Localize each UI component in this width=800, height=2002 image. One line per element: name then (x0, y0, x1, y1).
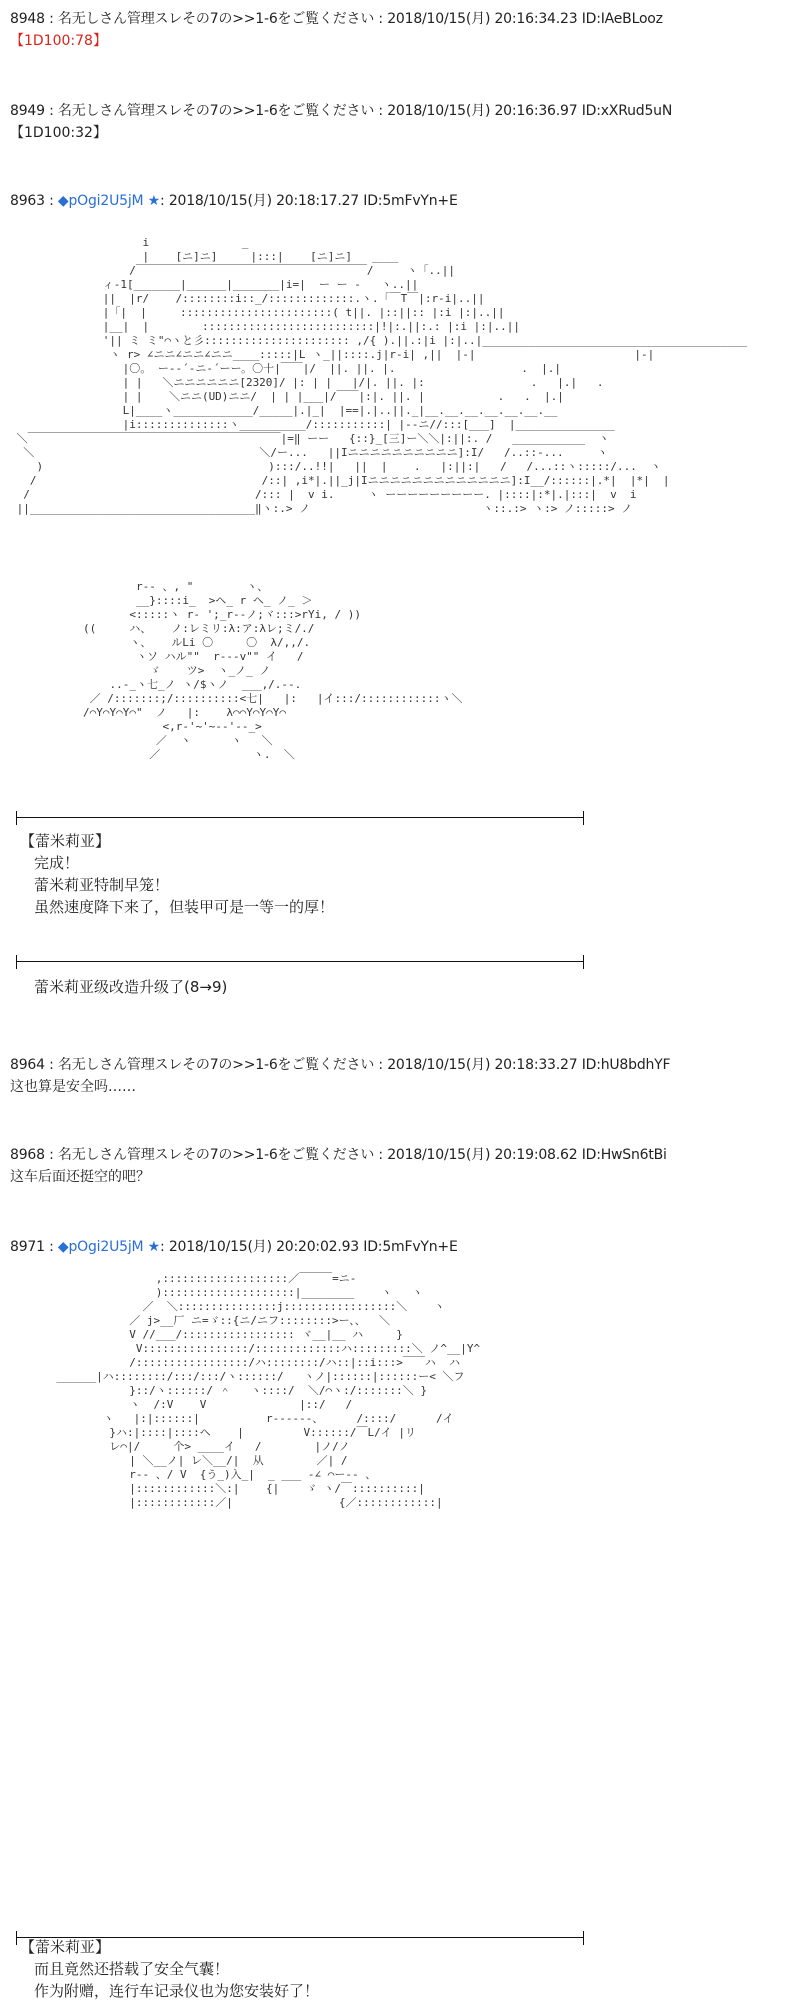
post-id[interactable]: ID:hU8bdhYF (581, 1057, 671, 1073)
post-header (10, 8, 790, 30)
post-separator: : (160, 1239, 165, 1255)
post-separator: : (49, 1239, 54, 1255)
post-id[interactable]: ID:HwSn6tBi (581, 1147, 667, 1163)
post-number[interactable]: 8964 (10, 1057, 45, 1073)
post-id[interactable]: ID:xXRud5uN (581, 103, 673, 119)
ascii-art-remilia: r-- 、, " ヽ、 __}::::i_ >ヘ_ r ヘ_ ノ_ ＞ <:::::ヽ r- ';_r--ノ;ヾ:::>rYi, / )) (( ハ、 ノ:レミリ:λ:ア:λレ;ミ/./ ヽ、 ルLi 〇 〇 λ/,,/. ヽソ ハル"" r---v"" イ / ゞ ツ> ヽ_ノ_ ノ ..-_ヽ七_ノ ヽ/$ヽノ ___,/.--. ／ /:::::::;/::::::::::<七| |: |イ:::/::::::::::::ヽ＼ /⌒Y⌒Y⌒Y⌒" ノ |: λ⌒⌒Y⌒Y⌒Y⌒ <,r-'~'~--'--_> ／ ヽ ヽ ＼ ／ ヽ. ＼ (82, 580, 463, 761)
dice-result: 【1D100:32】 (10, 125, 107, 141)
separator-line (10, 808, 590, 828)
post-id[interactable]: ID:5mFvYn+E (363, 193, 458, 209)
post-header (10, 100, 790, 122)
upgrade-text: 蕾米莉亚级改造升级了(8→9) (34, 978, 228, 996)
separator-tick (16, 811, 17, 825)
post-8949 (10, 100, 790, 144)
star-icon: ★ (147, 193, 161, 209)
post-separator: : (378, 103, 383, 119)
poster-name: 名无しさん管理スレその7の>>1-6をご覧ください (57, 11, 375, 27)
post-date: 2018/10/15(月) 20:16:34.23 (387, 11, 578, 27)
post-separator: : (378, 11, 383, 27)
separator-line (10, 952, 590, 972)
post-id[interactable]: ID:IAeBLooz (581, 11, 663, 27)
separator-tick (583, 811, 584, 825)
ascii-art-vehicle: i _ | [ニ]ニ] |:::| [ニ]ニ] ____ /￣￣￣￣￣￣￣￣￣￣￣￣￣￣￣￣￣￣￣￣￣/ ヽ「..|| ィ-1[_______|______|_______|i=| ー ー - ヽ..|| || |r/ /::::::::i::_/:::::::::::::.ヽ.「￣T￣|:r-i|..|| |「| | :::::::::::::::::::::::( t||. |::||:: |:i |:|..|| |__| | ::::::::::::::::::::::::::|!|:.||:.: |:i |:|..|| '|| ミ ミ"⌒ヽと彡:::::::::::::::::::::: ,/{ ).||.:|i |:|..|________________________________________ ヽ r> ∠ニニ∠ニニ∠ニニ____:::::|L ヽ_||::::.j|r-i| ,|| |-| |-| |〇。 ー-‐´-ニ-´ーー。〇十|￣￣|/ ||. ||. |. . |.| | | ＼ニニニニニニ[2320]/ |: | | |/|. ||. |: . |.| . | | ＼ニニ(UD)ニニ/ | | |___|/￣￣|:|. ||. | . . |.| L|____ヽ____________/_____|.|_| |==|.|..||._|__.__.__.__.__.__.__ |i::::::::::::::ヽ__________/:::::::::::| |--ニ//:::[___] |_______________ ＼￣￣￣￣￣￣￣￣￣￣￣￣￣￣￣￣￣￣￣￣￣￣￣|=‖ ーー {::}_[三]ー＼＼|:||:. / ___________ ヽ ＼ ＼/ー... ||Iニニニニニニニニニニ]:I/ /..::-... ヽ ) ):::/..!!| || | . |:||:| / /...::ヽ:::::/... ヽ / /::| ,i*|.||_j|Iニニニニニニニニニニニニニ]:I__/::::::|.*| |*| | / /::: | v i. ヽ ーーーーーーーーー. |::::|:*|.|:::| v i ||__________________________________‖ヽ:.> ノ ヽ::.:> ヽ:> ノ:::::> ノ (16, 236, 748, 515)
post-body: 这车后面还挺空的吧？ (10, 1169, 150, 1185)
post-header (10, 1144, 790, 1166)
separator-tick (583, 1931, 584, 1945)
separator-tick (583, 955, 584, 969)
separator-tick (16, 955, 17, 969)
caption-line: 虽然速度降下来了，但装甲可是一等一的厚！ (34, 898, 335, 916)
post-separator: : (49, 193, 54, 209)
post-body: 这也算是安全吗…… (10, 1079, 136, 1095)
post-date: 2018/10/15(月) 20:18:17.27 (168, 193, 360, 209)
separator-bar (16, 961, 584, 962)
post-header (10, 1054, 790, 1076)
caption-remilia-2 (20, 1936, 319, 2002)
post-8968 (10, 1144, 790, 1188)
poster-trip[interactable]: ◆pOgi2U5jM (57, 1239, 144, 1255)
caption-remilia-1 (20, 830, 334, 918)
poster-name: 名无しさん管理スレその7の>>1-6をご覧ください (57, 1057, 375, 1073)
post-number[interactable]: 8971 (10, 1239, 45, 1255)
speaker-label: 【蕾米莉亚】 (20, 832, 111, 850)
caption-line: 而且竟然还搭载了安全气囊！ (34, 1960, 230, 1978)
poster-trip[interactable]: ◆pOgi2U5jM (57, 193, 144, 209)
post-number[interactable]: 8949 (10, 103, 45, 119)
post-separator: : (378, 1147, 383, 1163)
post-number[interactable]: 8963 (10, 193, 45, 209)
caption-line: 蕾米莉亚特制早笼！ (34, 876, 170, 894)
post-header (10, 1236, 790, 1258)
post-separator: : (49, 1147, 54, 1163)
upgrade-notice (20, 976, 227, 998)
post-separator: : (49, 103, 54, 119)
post-number[interactable]: 8968 (10, 1147, 45, 1163)
post-date: 2018/10/15(月) 20:18:33.27 (387, 1057, 578, 1073)
post-separator: : (49, 1057, 54, 1073)
post-date: 2018/10/15(月) 20:16:36.97 (387, 103, 578, 119)
post-separator: : (49, 11, 54, 27)
post-date: 2018/10/15(月) 20:20:02.93 (168, 1239, 360, 1255)
post-8948 (10, 8, 790, 52)
post-separator: : (160, 193, 165, 209)
caption-line: 完成！ (34, 854, 80, 872)
post-number[interactable]: 8948 (10, 11, 45, 27)
post-id[interactable]: ID:5mFvYn+E (363, 1239, 458, 1255)
post-8963 (10, 190, 790, 212)
post-date: 2018/10/15(月) 20:19:08.62 (387, 1147, 578, 1163)
post-8971 (10, 1236, 790, 1258)
dice-result: 【1D100:78】 (10, 33, 107, 49)
post-header (10, 190, 790, 212)
poster-name: 名无しさん管理スレその7の>>1-6をご覧ください (57, 103, 375, 119)
post-separator: : (378, 1057, 383, 1073)
separator-tick (16, 1931, 17, 1945)
separator-bar (16, 817, 584, 818)
caption-line: 作为附赠，连行车记录仪也为您安装好了！ (34, 1982, 320, 2000)
poster-name: 名无しさん管理スレその7の>>1-6をご覧ください (57, 1147, 375, 1163)
ascii-art-remilia-airbag: ,:::::::::::::::::::／￣￣￣=ニ- )::::::::::::::::::::|________ ヽ ヽ ／ ＼:::::::::::::::j:::::::::::::::::＼ ヽ ／ j>__厂 ニ=ゞ::{ニ/ニフ::::::::>ー、、 ＼ V //___/::::::::::::::::: ヾ__|__ ハ } V::::::::::::::::/:::::::::::::ハ:::::::::＼ ノ^__|Y^ /:::::::::::::::::/ハ::::::::/ハ::|::i:::>￣￣ハ ハ ______|ハ::::::::/:::/:::/ヽ::::::/ ヽノ|::::::|::::::ー< ＼フ }::/ヽ::::::/ ＾ ヽ::::/ ＼/⌒ヽ:/:::::::＼ } ヽ /:V V |::/ / ヽ |:|::::::| r------、 /::::/ /イ }ハ:|::::|::::ヘ | V::::::/￣L/イ |リ レ⌒|/ 个> ____イ / |ノ/ノ | ＼__ノ| レ＼__/| 从 ／| / r-- 、/ V {う_)入_| _ ___ -∠ ⌒ー-- 、 |::::::::::::＼:| {| ゞ ヽ/￣::::::::::| |::::::::::::／| {／::::::::::::| (56, 1272, 481, 1509)
speaker-label: 【蕾米莉亚】 (20, 1938, 111, 1956)
star-icon: ★ (147, 1239, 161, 1255)
post-8964 (10, 1054, 790, 1098)
